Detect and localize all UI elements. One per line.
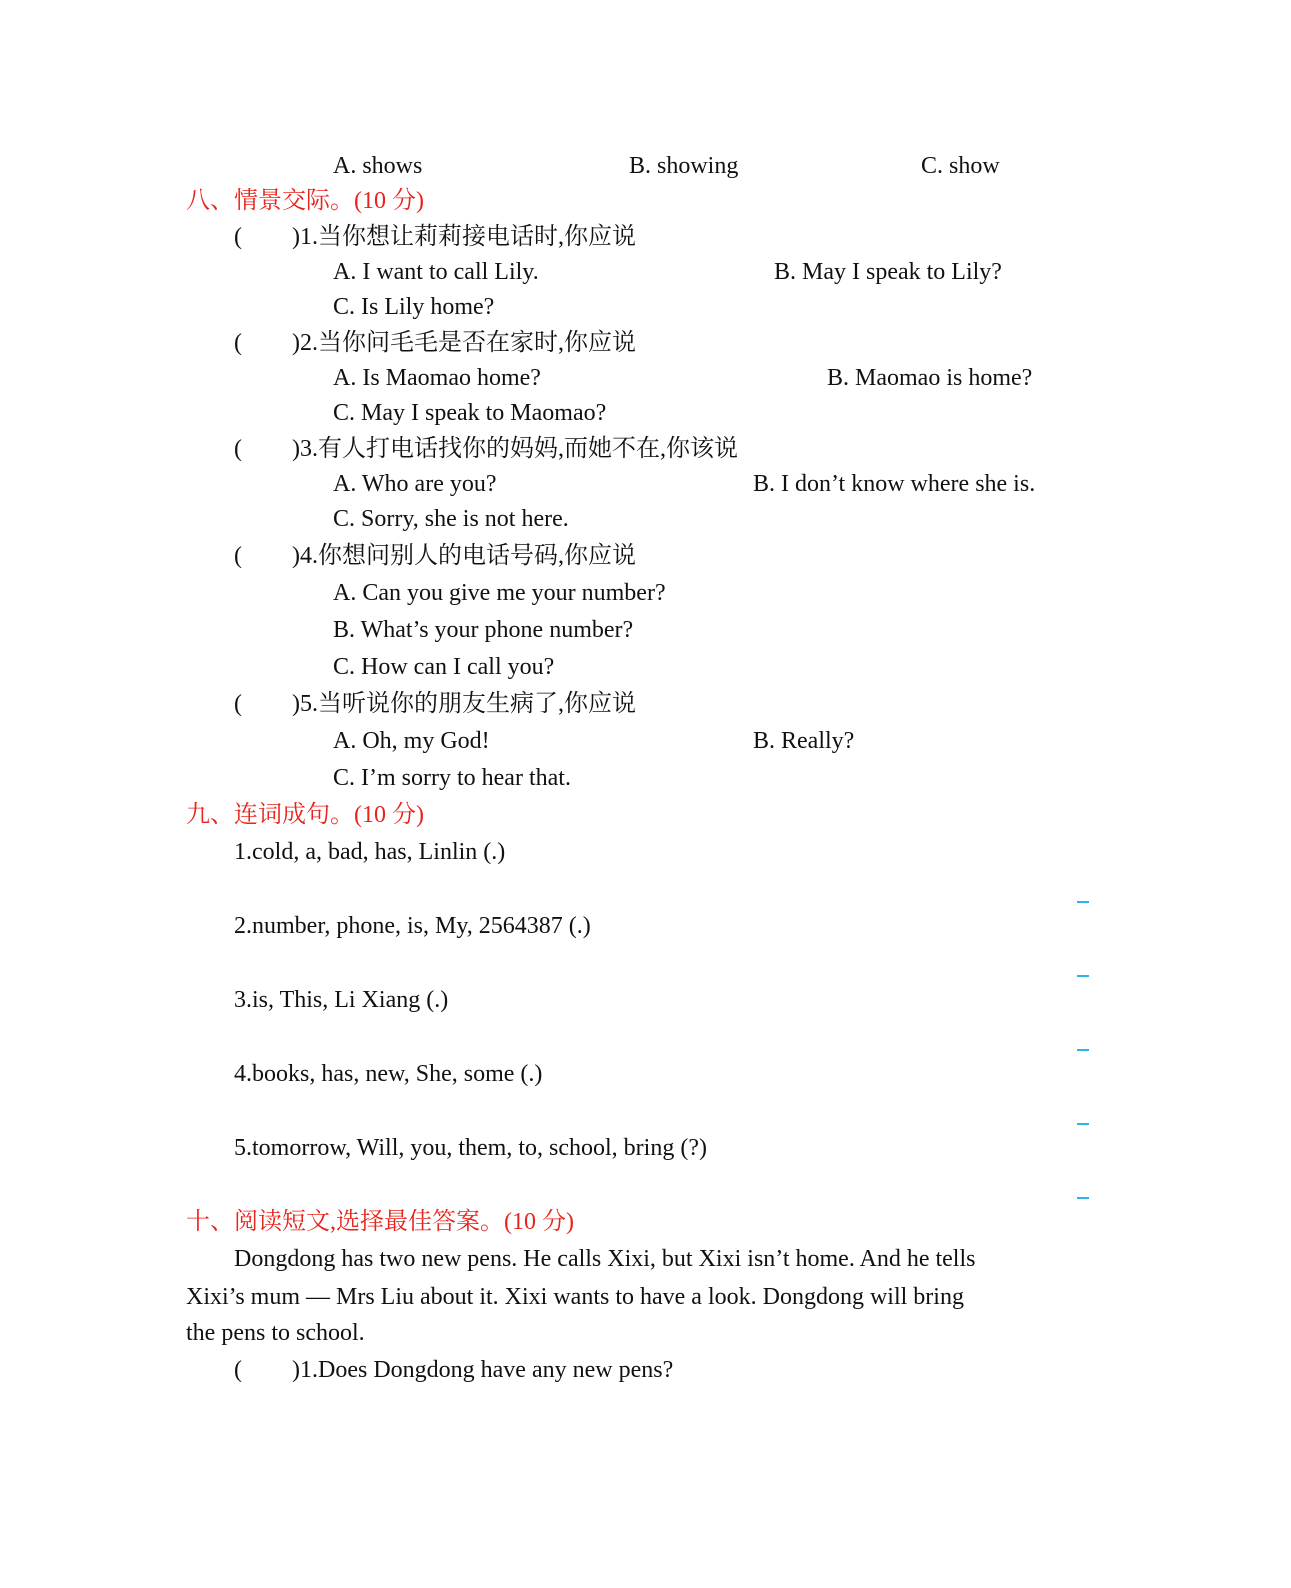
s8-q2-option-b: B. Maomao is home? [827, 365, 1033, 391]
answer-line-mark[interactable] [1077, 901, 1089, 903]
s8-question-1 [234, 222, 636, 252]
answer-paren[interactable]: ( [234, 436, 242, 462]
section10-heading: 十、阅读短文,选择最佳答案。(10 分) [186, 1209, 574, 1235]
answer-paren[interactable]: ( [234, 224, 242, 250]
s8-q2-option-c: C. May I speak to Maomao? [333, 400, 607, 426]
s9-item-4: 4.books, has, new, She, some (.) [234, 1061, 543, 1087]
answer-line-mark[interactable] [1077, 975, 1089, 977]
s8-q5-option-a: A. Oh, my God! [333, 728, 490, 754]
s8-q3-option-b: B. I don’t know where she is. [753, 471, 1036, 497]
s8-q3-option-c: C. Sorry, she is not here. [333, 506, 569, 532]
s9-item-5: 5.tomorrow, Will, you, them, to, school, bring (?) [234, 1135, 707, 1161]
s9-item-2: 2.number, phone, is, My, 2564387 (.) [234, 913, 591, 939]
question-stem: )5.当听说你的朋友生病了,你应说 [292, 691, 636, 717]
answer-line-mark[interactable] [1077, 1123, 1089, 1125]
prev-option-c: C. show [921, 153, 1000, 179]
s8-q4-option-c: C. How can I call you? [333, 654, 555, 680]
s8-q4-option-a: A. Can you give me your number? [333, 580, 666, 606]
s8-question-5 [234, 689, 636, 719]
answer-line-mark[interactable] [1077, 1049, 1089, 1051]
s8-q1-option-a: A. I want to call Lily. [333, 259, 539, 285]
s8-q2-option-a: A. Is Maomao home? [333, 365, 541, 391]
section9-heading: 九、连词成句。(10 分) [186, 802, 424, 828]
question-stem: )2.当你问毛毛是否在家时,你应说 [292, 330, 636, 356]
s8-question-2 [234, 328, 636, 358]
section8-heading: 八、情景交际。(10 分) [186, 188, 424, 214]
s8-question-4 [234, 541, 636, 571]
s10-question-1 [234, 1355, 673, 1385]
answer-paren[interactable]: ( [234, 543, 242, 569]
passage-line-2: Xixi’s mum — Mrs Liu about it. Xixi wants to have a look. Dongdong will bring [186, 1284, 964, 1310]
s9-item-3: 3.is, This, Li Xiang (.) [234, 987, 449, 1013]
passage-line-1: Dongdong has two new pens. He calls Xixi, but Xixi isn’t home. And he tells [234, 1246, 976, 1272]
question-stem: )1.Does Dongdong have any new pens? [292, 1357, 674, 1383]
s8-q3-option-a: A. Who are you? [333, 471, 497, 497]
passage-line-3: the pens to school. [186, 1320, 365, 1346]
question-stem: )1.当你想让莉莉接电话时,你应说 [292, 224, 636, 250]
s8-q1-option-b: B. May I speak to Lily? [774, 259, 1002, 285]
s8-q5-option-c: C. I’m sorry to hear that. [333, 765, 571, 791]
answer-paren[interactable]: ( [234, 1357, 242, 1383]
s8-q5-option-b: B. Really? [753, 728, 855, 754]
question-stem: )4.你想问别人的电话号码,你应说 [292, 543, 636, 569]
answer-paren[interactable]: ( [234, 691, 242, 717]
prev-option-b: B. showing [629, 153, 739, 179]
s8-question-3 [234, 434, 738, 464]
question-stem: )3.有人打电话找你的妈妈,而她不在,你该说 [292, 436, 738, 462]
s8-q4-option-b: B. What’s your phone number? [333, 617, 634, 643]
answer-paren[interactable]: ( [234, 330, 242, 356]
s8-q1-option-c: C. Is Lily home? [333, 294, 495, 320]
s9-item-1: 1.cold, a, bad, has, Linlin (.) [234, 839, 506, 865]
answer-line-mark[interactable] [1077, 1197, 1089, 1199]
prev-option-a: A. shows [333, 153, 423, 179]
